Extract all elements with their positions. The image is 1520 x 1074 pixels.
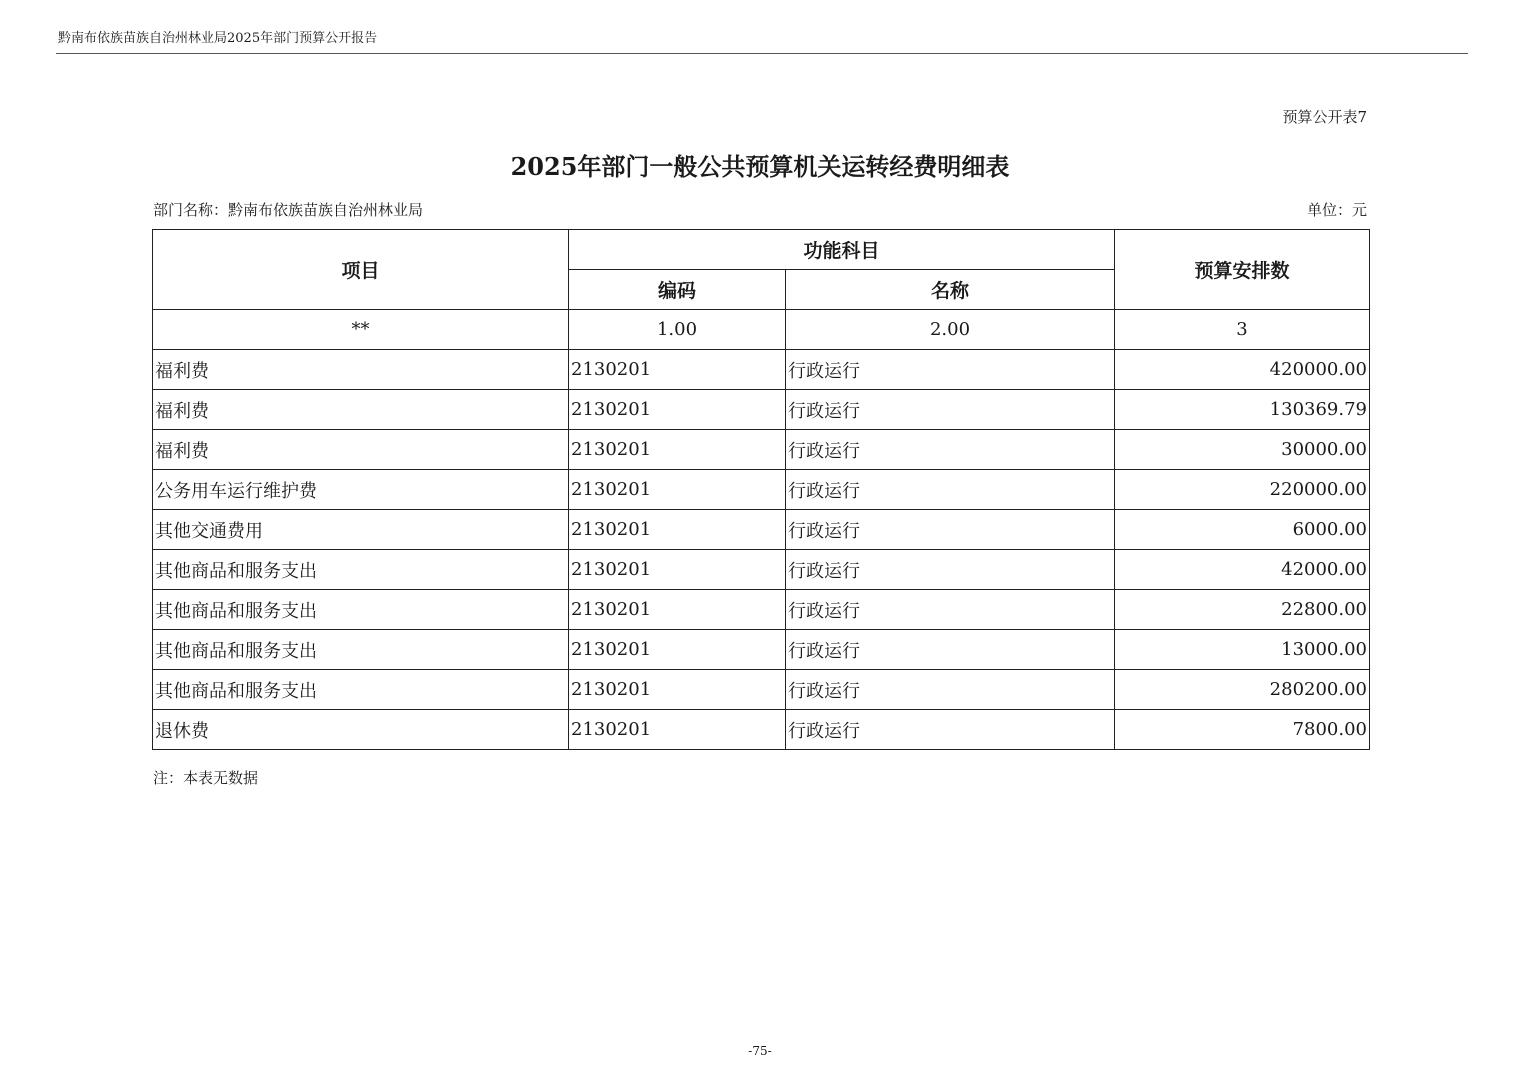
table-row xyxy=(153,670,1370,710)
name-cell: 行政运行 xyxy=(786,350,1115,390)
table-row xyxy=(153,550,1370,590)
table-body xyxy=(153,310,1370,750)
amount-cell: 220000.00 xyxy=(1115,470,1370,510)
name-cell: 行政运行 xyxy=(786,390,1115,430)
index-cell: 1.00 xyxy=(569,310,786,350)
item-cell: 其他商品和服务支出 xyxy=(153,590,569,630)
amount-cell: 130369.79 xyxy=(1115,390,1370,430)
amount-cell: 22800.00 xyxy=(1115,590,1370,630)
header-name: 名称 xyxy=(786,270,1115,310)
table-row xyxy=(153,470,1370,510)
amount-cell: 42000.00 xyxy=(1115,550,1370,590)
index-row xyxy=(153,310,1370,350)
header-amount: 预算安排数 xyxy=(1115,230,1370,310)
code-cell: 2130201 xyxy=(569,390,786,430)
code-cell: 2130201 xyxy=(569,510,786,550)
amount-cell: 6000.00 xyxy=(1115,510,1370,550)
code-cell: 2130201 xyxy=(569,470,786,510)
item-cell: 其他交通费用 xyxy=(153,510,569,550)
index-cell: 3 xyxy=(1115,310,1370,350)
index-cell: 2.00 xyxy=(786,310,1115,350)
table-number: 预算公开表7 xyxy=(1282,108,1367,126)
table-row xyxy=(153,390,1370,430)
unit-label: 单位：元 xyxy=(1306,201,1367,219)
index-cell: ** xyxy=(153,310,569,350)
table-note: 注：本表无数据 xyxy=(153,769,259,787)
item-cell: 福利费 xyxy=(153,390,569,430)
name-cell: 行政运行 xyxy=(786,510,1115,550)
header-item: 项目 xyxy=(153,230,569,310)
page-title: 2025年部门一般公共预算机关运转经费明细表 xyxy=(510,152,1010,181)
item-cell: 福利费 xyxy=(153,350,569,390)
running-header: 黔南布依族苗族自治州林业局2025年部门预算公开报告 xyxy=(58,31,378,46)
amount-cell: 13000.00 xyxy=(1115,630,1370,670)
name-cell: 行政运行 xyxy=(786,470,1115,510)
table-row xyxy=(153,630,1370,670)
amount-cell: 30000.00 xyxy=(1115,430,1370,470)
item-cell: 公务用车运行维护费 xyxy=(153,470,569,510)
code-cell: 2130201 xyxy=(569,350,786,390)
budget-table xyxy=(152,229,1370,750)
amount-cell: 420000.00 xyxy=(1115,350,1370,390)
header-function-subject: 功能科目 xyxy=(569,230,1115,270)
page-number: -75- xyxy=(748,1044,772,1058)
name-cell: 行政运行 xyxy=(786,590,1115,630)
code-cell: 2130201 xyxy=(569,430,786,470)
name-cell: 行政运行 xyxy=(786,550,1115,590)
table-row xyxy=(153,710,1370,750)
code-cell: 2130201 xyxy=(569,590,786,630)
item-cell: 其他商品和服务支出 xyxy=(153,550,569,590)
name-cell: 行政运行 xyxy=(786,670,1115,710)
table-row xyxy=(153,430,1370,470)
table-row xyxy=(153,350,1370,390)
name-cell: 行政运行 xyxy=(786,630,1115,670)
item-cell: 退休费 xyxy=(153,710,569,750)
name-cell: 行政运行 xyxy=(786,710,1115,750)
table-row xyxy=(153,590,1370,630)
code-cell: 2130201 xyxy=(569,670,786,710)
department-label: 部门名称：黔南布依族苗族自治州林业局 xyxy=(153,201,424,219)
header-divider xyxy=(56,53,1468,54)
name-cell: 行政运行 xyxy=(786,430,1115,470)
item-cell: 福利费 xyxy=(153,430,569,470)
code-cell: 2130201 xyxy=(569,710,786,750)
item-cell: 其他商品和服务支出 xyxy=(153,670,569,710)
item-cell: 其他商品和服务支出 xyxy=(153,630,569,670)
amount-cell: 7800.00 xyxy=(1115,710,1370,750)
amount-cell: 280200.00 xyxy=(1115,670,1370,710)
code-cell: 2130201 xyxy=(569,550,786,590)
table-row xyxy=(153,510,1370,550)
header-code: 编码 xyxy=(569,270,786,310)
code-cell: 2130201 xyxy=(569,630,786,670)
